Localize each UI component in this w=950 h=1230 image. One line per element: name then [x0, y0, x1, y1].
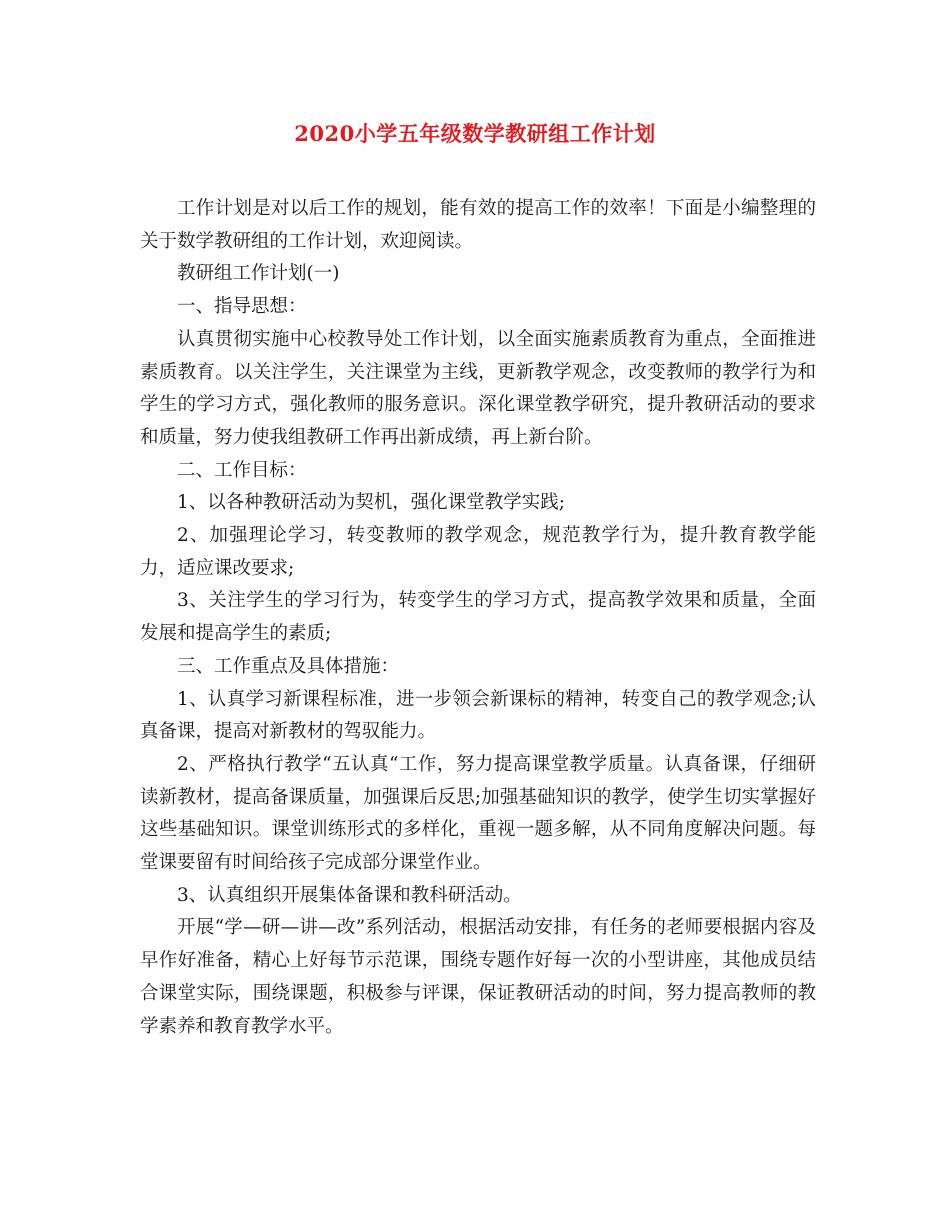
section-heading-work-goals: 二、工作目标： [177, 459, 307, 481]
section-heading-guiding-thought: 一、指导思想： [177, 296, 307, 318]
paragraph-guiding-thought: 认真贯彻实施中心校教导处工作计划，以全面实施素质教育为重点，全面推进素质教育。以关注学生，关注课堂为主线，更新教学观念，改变教师的教学行为和学生的学习方式，强化教师的服务意识。深化课堂教学研究，提升教研活动的要求和质量，努力使我组教研工作再出新成绩，再上新台阶。 [140, 328, 816, 448]
section-heading-plan-one: 教研组工作计划(一) [177, 263, 340, 285]
document-title: 2020小学五年级数学教研组工作计划 [294, 121, 656, 146]
paragraph-activities: 开展“学—研—讲—改”系列活动，根据活动安排，有任务的老师要根据内容及早作好准备，精心上好每节示范课，围绕专题作好每一次的小型讲座，其他成员结合课堂实际，围绕课题，积极参与评课，保证教研活动的时间，努力提高教师的教学素养和教育教学水平。 [140, 917, 816, 1037]
section-heading-key-measures: 三、工作重点及具体措施： [177, 655, 400, 677]
goal-item-3: 3、关注学生的学习行为，转变学生的学习方式，提高教学效果和质量，全面发展和提高学生的素质; [140, 590, 816, 645]
measure-item-3: 3、认真组织开展集体备课和教科研活动。 [177, 884, 522, 906]
measure-item-2: 2、严格执行教学“五认真“工作，努力提高课堂教学质量。认真备课，仔细研读新教材，提高备课质量，加强课后反思;加强基础知识的教学，使学生切实掌握好这些基础知识。课堂训练形式的多样化，重视一题多解，从不同角度解决问题。每堂课要留有时间给孩子完成部分课堂作业。 [140, 753, 816, 874]
measure-item-1: 1、认真学习新课程标准，进一步领会新课标的精神，转变自己的教学观念;认真备课，提高对新教材的驾驭能力。 [140, 688, 816, 743]
document-body [140, 193, 816, 1043]
paragraph-intro: 工作计划是对以后工作的规划，能有效的提高工作的效率！下面是小编整理的关于数学教研组的工作计划，欢迎阅读。 [140, 198, 816, 252]
goal-item-1: 1、以各种教研活动为契机，强化课堂教学实践; [177, 492, 566, 514]
goal-item-2: 2、加强理论学习，转变教师的教学观念，规范教学行为，提升教育教学能力，适应课改要求; [140, 525, 816, 579]
